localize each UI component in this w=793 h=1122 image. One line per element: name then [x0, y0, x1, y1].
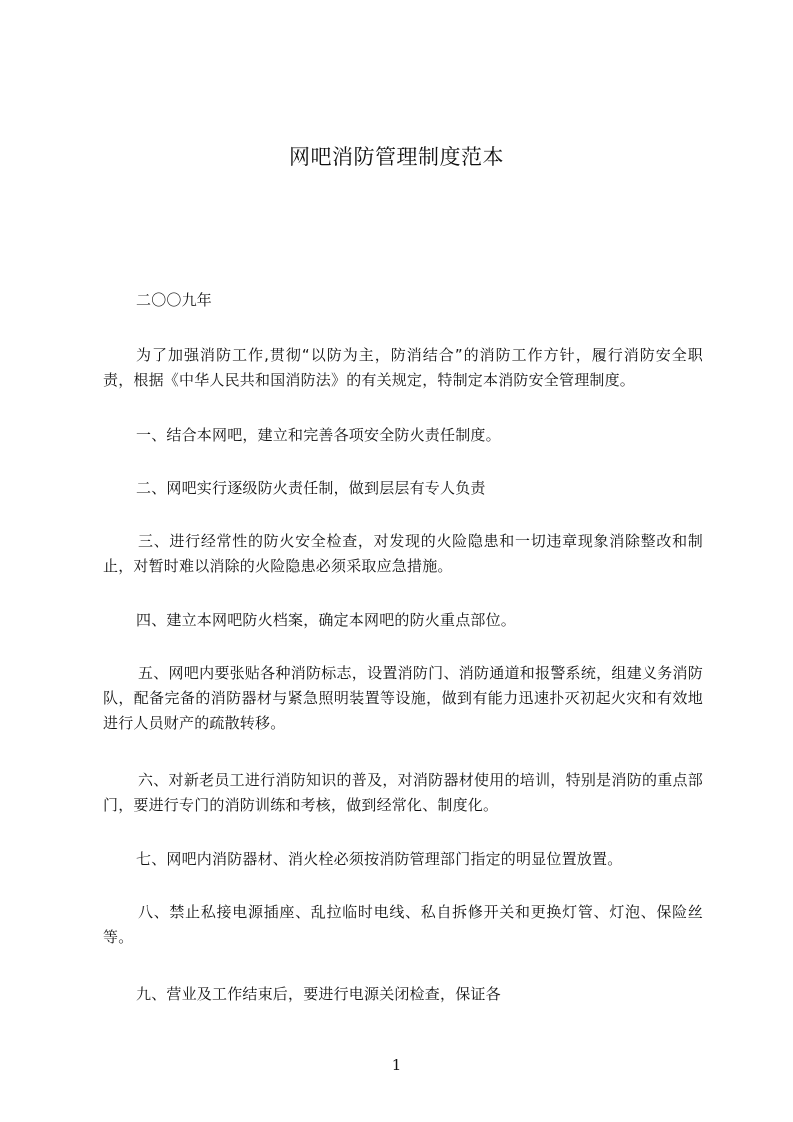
- intro-paragraph: 为了加强消防工作,贯彻“以防为主，防消结合”的消防工作方针，履行消防安全职责，根据《中华人民共和国消防法》的有关规定，特制定本消防安全管理制度。: [103, 346, 703, 389]
- rule-6-paragraph: 六、对新老员工进行消防知识的普及，对消防器材使用的培训，特别是消防的重点部门，要进行专门的消防训练和考核，做到经常化、制度化。: [103, 771, 703, 814]
- rule-4-paragraph: 四、建立本网吧防火档案，确定本网吧的防火重点部位。: [136, 611, 517, 629]
- document-date: 二〇〇九年: [136, 291, 213, 309]
- page-number: 1: [391, 1056, 402, 1074]
- rule-7-paragraph: 七、网吧内消防器材、消火栓必须按消防管理部门指定的明显位置放置。: [136, 850, 623, 868]
- rule-9-paragraph: 九、营业及工作结束后，要进行电源关闭检查，保证各: [136, 985, 501, 1003]
- rule-8-paragraph: 八、禁止私接电源插座、乱拉临时电线、私自拆修开关和更换灯管、灯泡、保险丝等。: [103, 903, 703, 946]
- rule-5-paragraph: 五、网吧内要张贴各种消防标志，设置消防门、消防通道和报警系统，组建义务消防队，配备完备的消防器材与紧急照明装置等设施，做到有能力迅速扑灭初起火灾和有效地进行人员财产的疏散转移。: [103, 664, 703, 732]
- rule-1-paragraph: 一、结合本网吧，建立和完善各项安全防火责任制度。: [136, 426, 501, 444]
- document-title: 网吧消防管理制度范本: [289, 145, 504, 169]
- rule-2-paragraph: 二、网吧实行逐级防火责任制，做到层层有专人负责: [136, 479, 486, 497]
- rule-3-paragraph: 三、进行经常性的防火安全检查，对发现的火险隐患和一切违章现象消除整改和制止，对暂时难以消除的火险隐患必须采取应急措施。: [103, 532, 703, 575]
